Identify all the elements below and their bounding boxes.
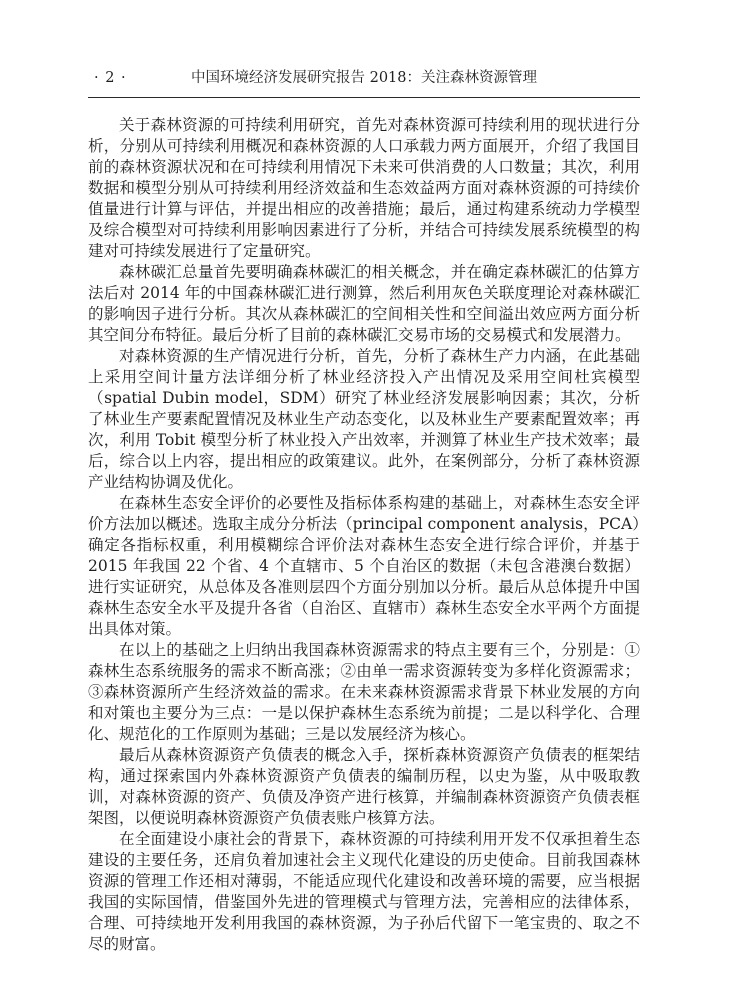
body-paragraph: 对森林资源的生产情况进行分析，首先，分析了森林生产力内涵，在此基础上采用空间计量方法详细分析了林业经济投入产出情况及采用空间杜宾模型（spatial Dubin model，SDM）研究了林业经济发展影响因素；其次，分析了林业生产要素配置情况及林业生产动态变化，以及林业生产要素配置效率；再次，利用 Tobit 模型分析了林业投入产出效率，并测算了林业生产技术效率；最后，综合以上内容，提出相应的政策建议。此外，在案例部分，分析了森林资源产业结构协调及优化。 [88, 347, 640, 491]
body-paragraph: 最后从森林资源资产负债表的概念入手，探析森林资源资产负债表的框架结构，通过探索国内外森林资源资产负债表的编制历程，以史为鉴，从中吸取教训，对森林资源的资产、负债及净资产进行核算，并编制森林资源资产负债表框架图，以便说明森林资源资产负债表账户核算方法。 [88, 746, 640, 827]
body-paragraph: 关于森林资源的可持续利用研究，首先对森林资源可持续利用的现状进行分析，分别从可持续利用概况和森林资源的人口承载力两方面展开，介绍了我国目前的森林资源状况和在可持续利用情况下未来可供消费的人口数量；其次，利用数据和模型分别从可持续利用经济效益和生态效益两方面对森林资源的可持续价值量进行计算与评估，并提出相应的改善措施；最后，通过构建系统动力学模型及综合模型对可持续利用影响因素进行了分析，并结合可持续发展系统模型的构建对可持续发展进行了定量研究。 [88, 116, 640, 260]
body-paragraph: 在以上的基础之上归纳出我国森林资源需求的特点主要有三个，分别是：①森林生态系统服务的需求不断高涨；②由单一需求资源转变为多样化资源需求；③森林资源所产生经济效益的需求。在未来森林资源需求背景下林业发展的方向和对策也主要分为三点：一是以保护森林生态系统为前提；二是以科学化、合理化、规范化的工作原则为基础；三是以发展经济为核心。 [88, 641, 640, 743]
page-body [88, 115, 640, 955]
body-paragraph: 森林碳汇总量首先要明确森林碳汇的相关概念，并在确定森林碳汇的估算方法后对 2014 年的中国森林碳汇进行测算，然后利用灰色关联度理论对森林碳汇的影响因子进行分析。其次从森林碳汇的空间相关性和空间溢出效应两方面分析其空间分布特征。最后分析了目前的森林碳汇交易市场的交易模式和发展潜力。 [88, 263, 640, 344]
body-paragraph: 在全面建设小康社会的背景下，森林资源的可持续利用开发不仅承担着生态建设的主要任务，还肩负着加速社会主义现代化建设的历史使命。目前我国森林资源的管理工作还相对薄弱，不能适应现代化建设和改善环境的需要，应当根据我国的实际国情，借鉴国外先进的管理模式与管理方法，完善相应的法律体系，合理、可持续地开发利用我国的森林资源，为子孙后代留下一笔宝贵的、取之不尽的财富。 [88, 830, 640, 953]
page-number: · 2 · [94, 70, 127, 86]
body-paragraph: 在森林生态安全评价的必要性及指标体系构建的基础上，对森林生态安全评价方法加以概述。选取主成分分析法（principal component analysis，PCA）确定各指标权重，利用模糊综合评价法对森林生态安全进行综合评价，并基于 2015 年我国 22 个省、4 个直辖市、5 个自治区的数据（未包含港澳台数据）进行实证研究，从总体及各准则层四个方面分别加以分析。最后从总体提升中国森林生态安全水平及提升各省（自治区、直辖市）森林生态安全水平两个方面提出具体对策。 [88, 494, 640, 638]
running-title: 中国环境经济发展研究报告 2018：关注森林资源管理 [190, 70, 537, 86]
page-header [88, 68, 640, 98]
